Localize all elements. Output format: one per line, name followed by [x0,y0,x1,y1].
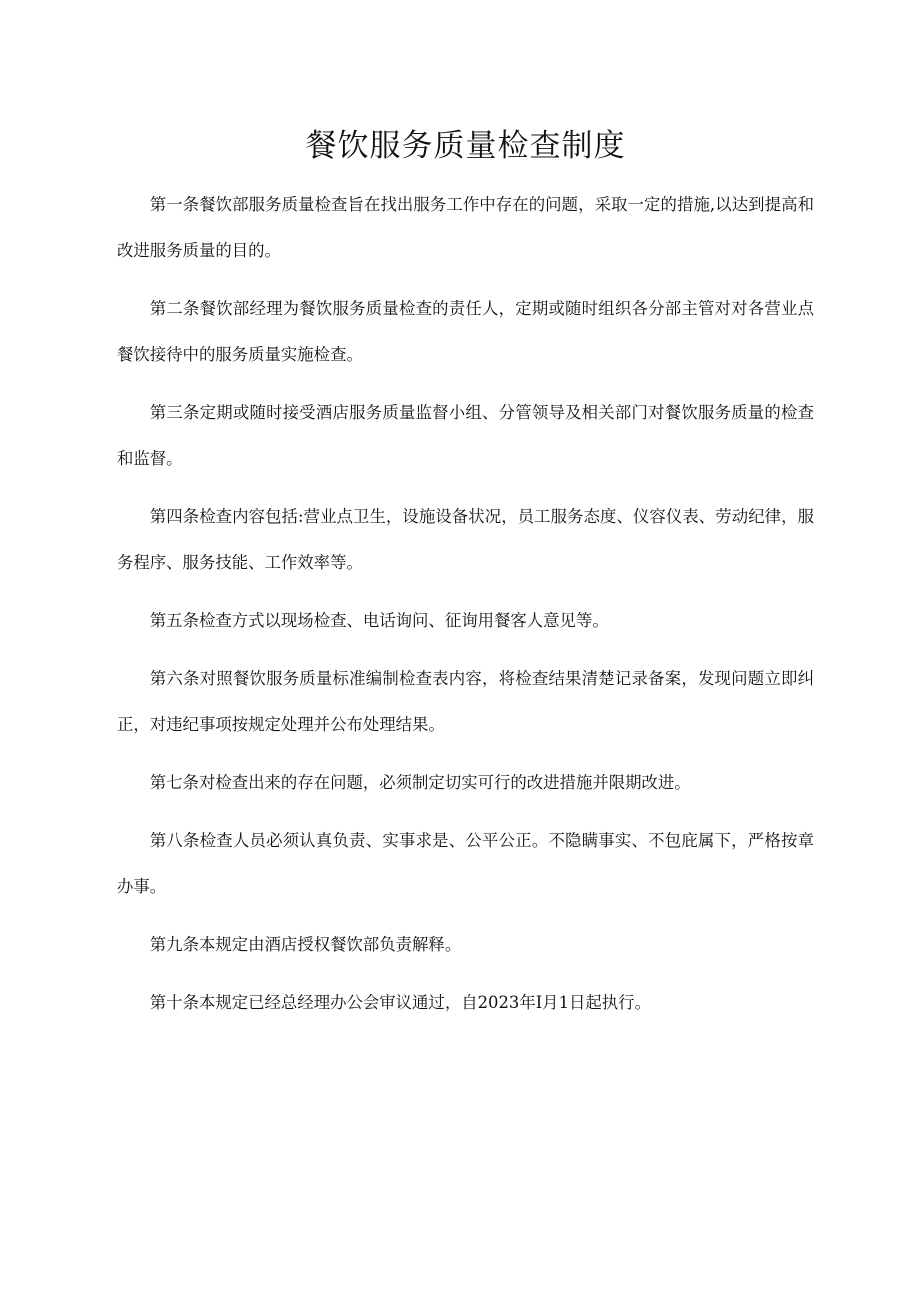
article-5: 第五条检查方式以现场检查、电话询问、征询用餐客人意见等。 [149,611,609,630]
article-list [117,182,814,1026]
article-8: 第八条检查人员必须认真负责、实事求是、公平公正。不隐瞒事实、不包庇属下，严格按章办事。 [117,831,814,896]
article-3: 第三条定期或随时接受酒店服务质量监督小组、分管领导及相关部门对餐饮服务质量的检查和监督。 [117,403,814,468]
article-10: 第十条本规定已经总经理办公会审议通过，自2023年I月1日起执行。 [149,993,651,1012]
article-7: 第七条对检查出来的存在问题，必须制定切实可行的改进措施并限期改进。 [149,773,691,792]
article-6: 第六条对照餐饮服务质量标准编制检查表内容，将检查结果清楚记录备案，发现问题立即纠正，对违纪事项按规定处理并公布处理结果。 [117,669,814,734]
article-4: 第四条检查内容包括:营业点卫生，设施设备状况，员工服务态度、仪容仪表、劳动纪律，服务程序、服务技能、工作效率等。 [117,507,814,572]
article-9: 第九条本规定由酒店授权餐饮部负责解释。 [149,935,462,954]
article-2: 第二条餐饮部经理为餐饮服务质量检查的责任人，定期或随时组织各分部主管对对各营业点餐饮接待中的服务质量实施检查。 [117,299,814,364]
document-title: 餐饮服务质量检查制度 [305,128,626,164]
article-1: 第一条餐饮部服务质量检查旨在找出服务工作中存在的问题，采取一定的措施,以达到提高和改进服务质量的目的。 [117,195,814,260]
